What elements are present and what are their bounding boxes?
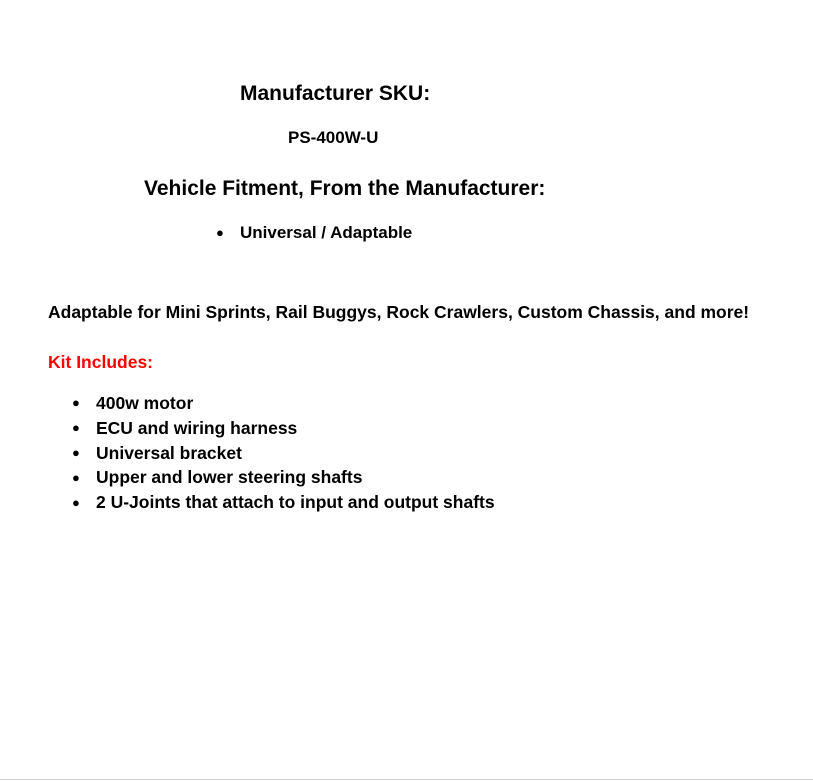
kit-item-label: 2 U-Joints that attach to input and output shafts: [96, 492, 495, 513]
list-item: [72, 441, 495, 466]
bullet-icon: ●: [72, 469, 80, 485]
sku-heading: Manufacturer SKU:: [240, 82, 431, 105]
kit-item-label: Universal bracket: [96, 442, 242, 463]
list-item: [72, 391, 495, 416]
sku-value: PS-400W-U: [288, 128, 379, 147]
list-item: [72, 465, 495, 490]
bullet-icon: ●: [72, 395, 80, 411]
list-item: [72, 490, 495, 515]
kit-item-label: Upper and lower steering shafts: [96, 467, 363, 488]
fitment-item-label: Universal / Adaptable: [240, 223, 413, 242]
bullet-icon: ●: [72, 420, 80, 436]
bullet-icon: ●: [216, 225, 224, 240]
kit-item-label: 400w motor: [96, 393, 194, 413]
list-item: [72, 416, 495, 441]
kit-item-label: ECU and wiring harness: [96, 417, 298, 438]
fitment-item: [216, 221, 412, 245]
fitment-list: [216, 221, 412, 245]
kit-includes-list: [72, 391, 495, 515]
product-description: Adaptable for Mini Sprints, Rail Buggys, Rock Crawlers, Custom Chassis, and more!: [48, 302, 750, 322]
bullet-icon: ●: [72, 494, 80, 510]
kit-includes-label: Kit Includes:: [48, 352, 154, 372]
bullet-icon: ●: [72, 444, 80, 460]
fitment-heading: Vehicle Fitment, From the Manufacturer:: [144, 177, 546, 200]
